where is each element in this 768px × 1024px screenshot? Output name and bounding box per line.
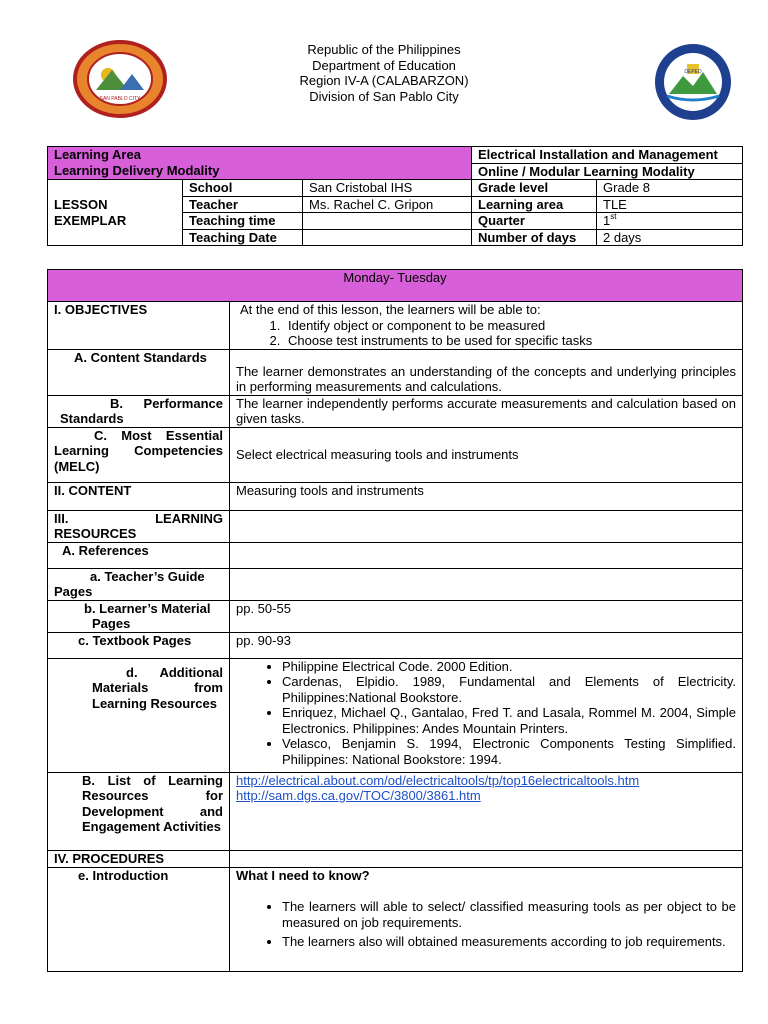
quarter-value-cell bbox=[597, 213, 743, 230]
objective-item: 2. Choose test instruments to be used for specific tasks bbox=[284, 333, 736, 349]
learning-area-label-2: Learning area bbox=[472, 196, 597, 213]
svg-text:SAN PABLO CITY: SAN PABLO CITY bbox=[99, 96, 141, 102]
references-value bbox=[230, 542, 743, 568]
teachers-guide-label-cell bbox=[48, 568, 230, 600]
melc-value: Select electrical measuring tools and instruments bbox=[230, 427, 743, 482]
learning-resources-label-cell bbox=[48, 510, 230, 542]
performance-standards-label bbox=[48, 395, 230, 427]
header-line-division: Division of San Pablo City bbox=[309, 88, 459, 104]
learners-material-label: b. Learner’s Material Pages bbox=[84, 600, 211, 631]
header-line-region: Region IV-A (CALABARZON) bbox=[299, 73, 469, 88]
quarter-suffix: st bbox=[610, 212, 617, 221]
textbook-pages-label: c. Textbook Pages bbox=[48, 632, 230, 658]
lesson-exemplar-label: LESSON EXEMPLAR bbox=[54, 197, 127, 228]
delivery-modality-label: Learning Delivery Modality bbox=[54, 162, 220, 178]
reference-item: • Enriquez, Michael Q., Gantalao, Fred T. and Lasala, Rommel M. 2004, Simple Electronics. Philippines: Andes Mountain Printers. bbox=[282, 705, 736, 736]
number-of-days-label: Number of days bbox=[472, 229, 597, 246]
header-line-department: Department of Education bbox=[312, 57, 456, 73]
introduction-list bbox=[258, 899, 736, 950]
quarter-label: Quarter bbox=[472, 213, 597, 230]
learning-area-label: Learning Area bbox=[54, 147, 141, 162]
teaching-time-value bbox=[303, 213, 472, 230]
introduction-label: e. Introduction bbox=[48, 867, 230, 971]
teaching-date-value bbox=[303, 229, 472, 246]
introduction-heading: What I need to know? bbox=[236, 867, 370, 883]
teacher-value: Ms. Rachel C. Gripon bbox=[303, 196, 472, 213]
learning-resources-value bbox=[230, 510, 743, 542]
learning-area-value-cell bbox=[472, 147, 743, 180]
resource-link-dgs[interactable]: http://sam.dgs.ca.gov/TOC/3800/3861.htm bbox=[236, 788, 481, 803]
resource-link-electrical[interactable]: http://electrical.about.com/od/electricaltools/tp/top16electricaltools.htm bbox=[236, 772, 640, 788]
teaching-date-label: Teaching Date bbox=[183, 229, 303, 246]
additional-materials-list bbox=[258, 659, 736, 768]
content-label: II. CONTENT bbox=[48, 482, 230, 510]
procedures-value bbox=[230, 850, 743, 867]
teacher-label: Teacher bbox=[183, 196, 303, 213]
quarter-value: 1 bbox=[603, 213, 611, 228]
learning-area-heading-cell bbox=[48, 147, 472, 180]
reference-item: • Philippine Electrical Code. 2000 Edition. bbox=[282, 659, 736, 675]
learning-area-value: Electrical Installation and Management bbox=[478, 147, 718, 162]
content-standards-value: The learner demonstrates an understanding of the concepts and underlying principles in performing measurements and calculations. bbox=[230, 349, 743, 395]
references-label: A. References bbox=[48, 542, 230, 568]
objective-item: 1. Identify object or component to be measured bbox=[284, 318, 736, 334]
additional-materials-cell bbox=[230, 658, 743, 772]
lesson-exemplar-cell bbox=[48, 180, 183, 246]
additional-materials-label: d. Additional Materials from Learning Resources bbox=[92, 664, 223, 711]
performance-standards-text: B. Performance Standards bbox=[60, 395, 223, 426]
grade-level-label: Grade level bbox=[472, 180, 597, 197]
melc-label-cell bbox=[48, 427, 230, 482]
learning-area-value-2: TLE bbox=[597, 196, 743, 213]
reference-item: • Cardenas, Elpidio. 1989, Fundamental and Elements of Electricity. Philippines:National Bookstore. bbox=[282, 674, 736, 705]
lesson-plan-table bbox=[47, 269, 743, 972]
delivery-modality-value: Online / Modular Learning Modality bbox=[472, 163, 742, 180]
lesson-info-table bbox=[47, 146, 743, 246]
school-value: San Cristobal IHS bbox=[303, 180, 472, 197]
teachers-guide-value bbox=[230, 568, 743, 600]
number-of-days-value: 2 days bbox=[597, 229, 743, 246]
header-line-republic: Republic of the Philippines bbox=[307, 42, 461, 57]
additional-materials-label-cell bbox=[48, 658, 230, 772]
deped-seal-logo bbox=[645, 42, 741, 122]
teaching-time-label: Teaching time bbox=[183, 213, 303, 230]
day-heading: Monday- Tuesday bbox=[48, 270, 743, 302]
introduction-item: • The learners also will obtained measurements according to job requirements. bbox=[282, 934, 736, 950]
objectives-label: I. OBJECTIVES bbox=[48, 302, 230, 350]
objectives-list bbox=[266, 318, 736, 349]
introduction-cell bbox=[230, 867, 743, 971]
content-standards-label: A. Content Standards bbox=[48, 349, 230, 395]
list-resources-label-cell bbox=[48, 772, 230, 850]
links-cell bbox=[230, 772, 743, 850]
reference-item: • Velasco, Benjamin S. 1994, Electronic Components Testing Simplified. Philippines: National Bookstore: 1994. bbox=[282, 736, 736, 767]
svg-text:DEPED: DEPED bbox=[684, 69, 702, 75]
learners-material-label-cell bbox=[48, 600, 230, 632]
list-resources-label: B. List of Learning Resources for Development and Engagement Activities bbox=[82, 772, 223, 834]
learning-resources-label: III. LEARNING RESOURCES bbox=[54, 510, 223, 541]
performance-standards-value: The learner independently performs accurate measurements and calculation based on given tasks. bbox=[230, 395, 743, 427]
content-value: Measuring tools and instruments bbox=[230, 482, 743, 510]
teachers-guide-label: a. Teacher’s Guide Pages bbox=[54, 568, 205, 599]
grade-level-value: Grade 8 bbox=[597, 180, 743, 197]
objectives-cell bbox=[230, 302, 743, 350]
introduction-item: • The learners will able to select/ classified measuring tools as per object to be measured on job requirements. bbox=[282, 899, 736, 930]
procedures-label: IV. PROCEDURES bbox=[48, 850, 230, 867]
melc-label: C. Most Essential Learning Competencies (MELC) bbox=[54, 427, 223, 474]
objectives-intro: At the end of this lesson, the learners will be able to: bbox=[240, 302, 541, 317]
learners-material-value: pp. 50-55 bbox=[230, 600, 743, 632]
school-label: School bbox=[183, 180, 303, 197]
textbook-pages-value: pp. 90-93 bbox=[230, 632, 743, 658]
